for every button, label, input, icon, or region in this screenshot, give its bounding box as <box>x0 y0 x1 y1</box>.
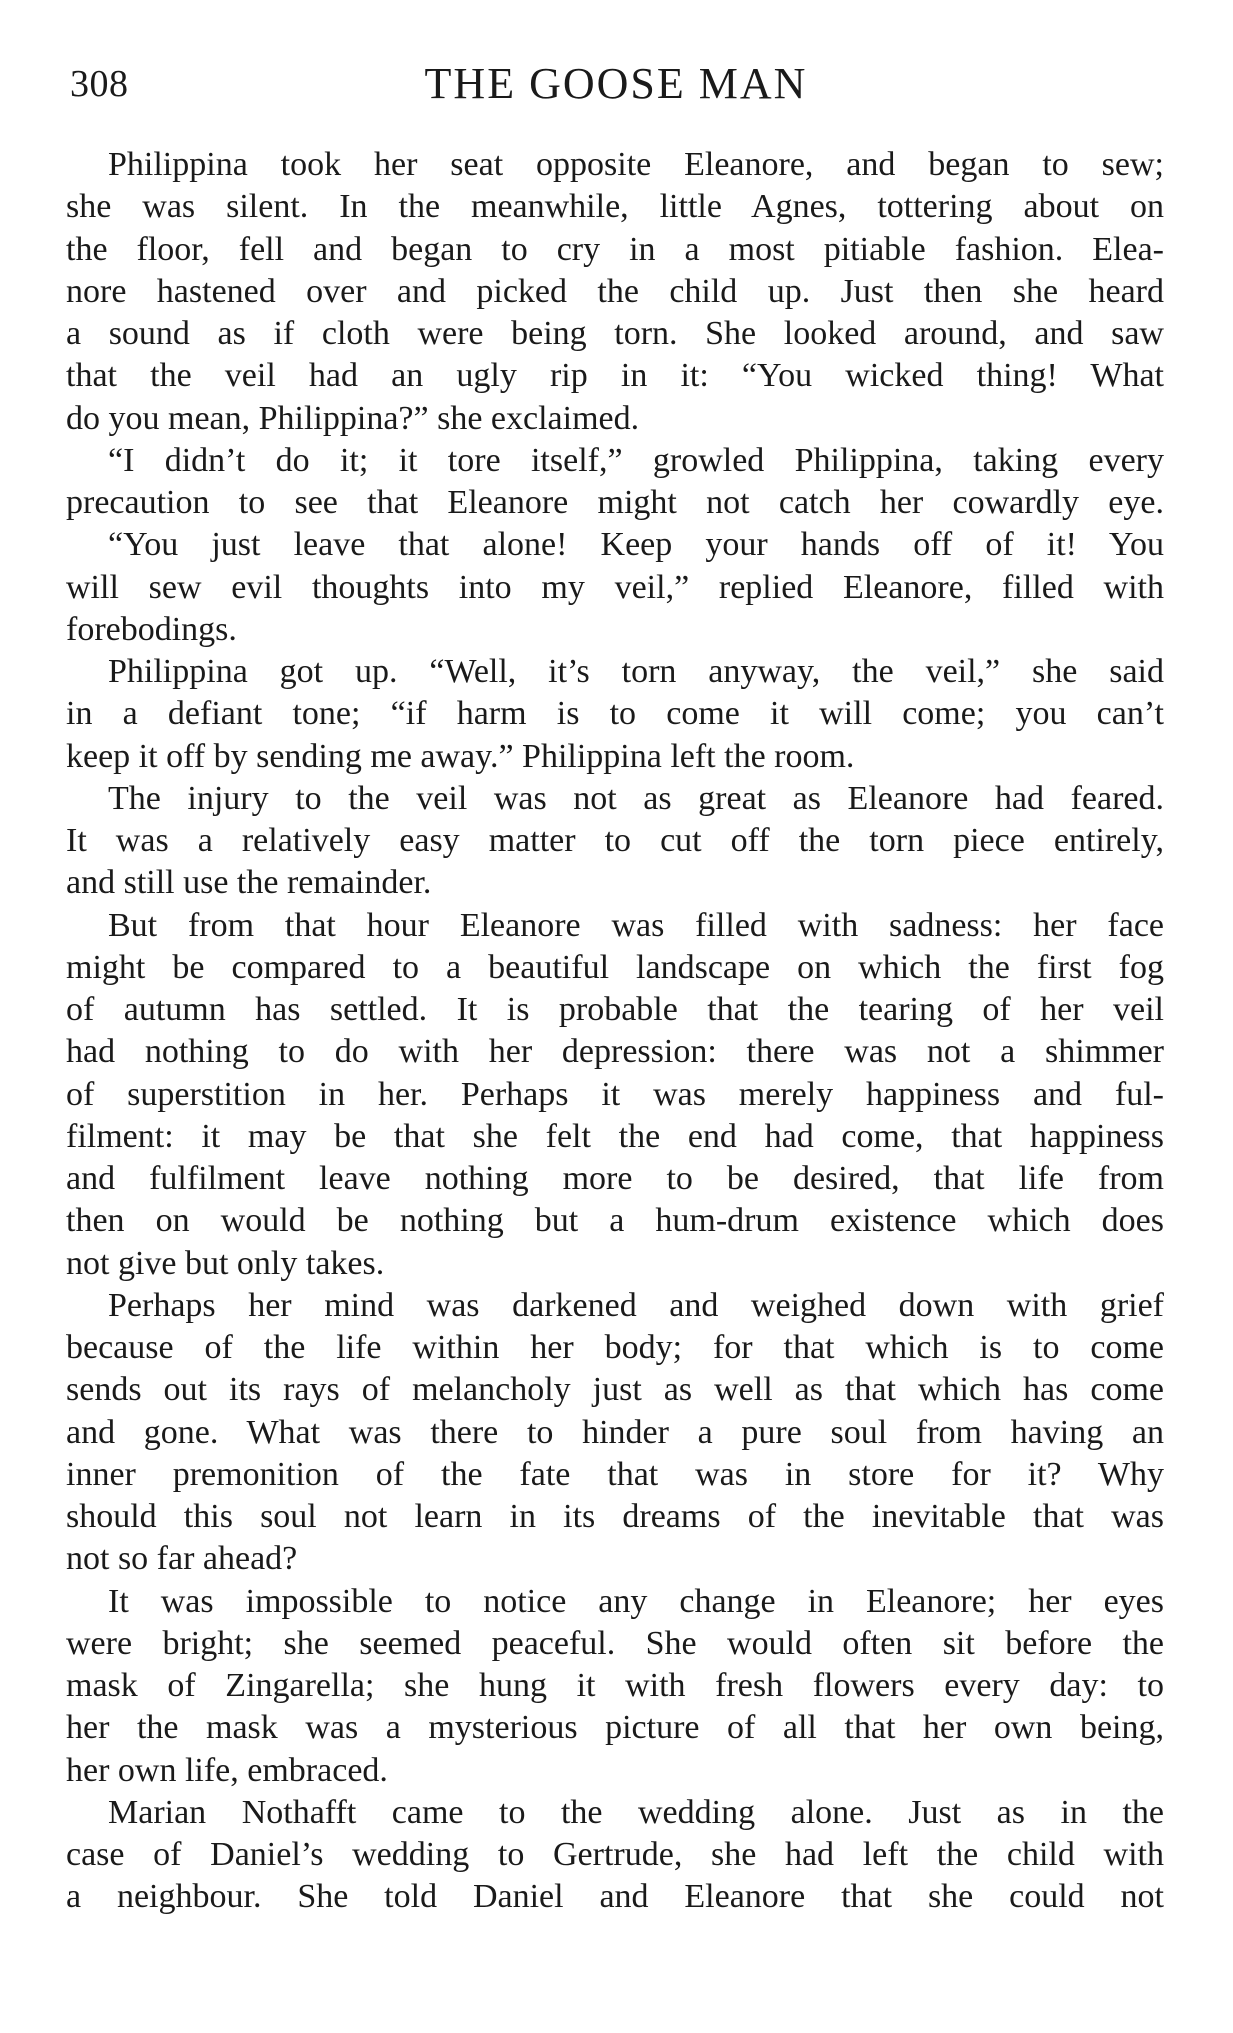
text-line: mask of Zingarella; she hung it with fresh flowers every day: to <box>66 1667 1164 1704</box>
text-line: should this soul not learn in its dreams of the inevitable that was <box>66 1498 1164 1535</box>
text-line: not give but only takes. <box>66 1244 385 1282</box>
text-line: filment: it may be that she felt the end had come, that happiness <box>66 1117 1164 1155</box>
text-line: a sound as if cloth were being torn. She looked around, and saw <box>66 315 1164 352</box>
text-line: inner premonition of the fate that was in store for it? Why <box>66 1455 1164 1493</box>
text-line: will sew evil thoughts into my veil,” replied Eleanore, filled with <box>66 568 1164 606</box>
running-title: THE GOOSE MAN <box>424 59 808 108</box>
text-line: were bright; she seemed peaceful. She would often sit before the <box>66 1624 1164 1662</box>
text-line: her the mask was a mysterious picture of all that her own being, <box>66 1709 1164 1747</box>
text-line: But from that hour Eleanore was filled with sadness: her face <box>108 906 1164 944</box>
text-line: of autumn has settled. It is probable that the tearing of her veil <box>66 991 1164 1028</box>
text-line: precaution to see that Eleanore might not catch her cowardly eye. <box>66 484 1164 521</box>
page-number: 308 <box>70 63 129 105</box>
text-line: “You just leave that alone! Keep your hands off of it! You <box>108 526 1164 564</box>
text-line: in a defiant tone; “if harm is to come it will come; you can’t <box>66 695 1164 733</box>
text-line: keep it off by sending me away.” Philippina left the room. <box>66 737 855 775</box>
text-line: It was impossible to notice any change in Eleanore; her eyes <box>108 1582 1164 1620</box>
text-line: she was silent. In the meanwhile, little Agnes, tottering about on <box>66 188 1164 226</box>
text-line: because of the life within her body; for that which is to come <box>66 1329 1164 1366</box>
text-line: forebodings. <box>66 610 237 648</box>
text-line: of superstition in her. Perhaps it was merely happiness and ful- <box>66 1075 1164 1113</box>
text-line: had nothing to do with her depression: there was not a shimmer <box>66 1033 1164 1071</box>
text-line: a neighbour. She told Daniel and Eleanore that she could not <box>66 1878 1164 1916</box>
text-line: might be compared to a beautiful landscape on which the first fog <box>66 948 1164 986</box>
text-line: and gone. What was there to hinder a pure soul from having an <box>66 1413 1164 1451</box>
text-line: The injury to the veil was not as great as Eleanore had feared. <box>108 779 1164 817</box>
text-line: “I didn’t do it; it tore itself,” growled Philippina, taking every <box>108 441 1164 479</box>
text-line: then on would be nothing but a hum-drum existence which does <box>66 1202 1164 1240</box>
text-line: that the veil had an ugly rip in it: “You wicked thing! What <box>66 357 1164 395</box>
text-line: and still use the remainder. <box>66 864 432 902</box>
text-line: Philippina got up. “Well, it’s torn anyway, the veil,” she said <box>108 653 1164 690</box>
running-head <box>64 58 1168 114</box>
text-line: and fulfilment leave nothing more to be desired, that life from <box>66 1160 1164 1197</box>
text-line: her own life, embraced. <box>66 1751 388 1789</box>
text-line: nore hastened over and picked the child up. Just then she heard <box>66 272 1164 310</box>
text-line: case of Daniel’s wedding to Gertrude, she had left the child with <box>66 1836 1164 1873</box>
text-line: the floor, fell and began to cry in a most pitiable fashion. Elea- <box>66 230 1164 268</box>
text-line: not so far ahead? <box>66 1540 298 1578</box>
body-text <box>66 144 1164 1919</box>
text-line: It was a relatively easy matter to cut off the torn piece entirely, <box>66 822 1164 859</box>
text-line: Marian Nothafft came to the wedding alone. Just as in the <box>108 1793 1164 1831</box>
text-line: sends out its rays of melancholy just as well as that which has come <box>66 1371 1164 1409</box>
text-line: Philippina took her seat opposite Eleanore, and began to sew; <box>108 146 1164 183</box>
text-line: Perhaps her mind was darkened and weighed down with grief <box>108 1286 1164 1324</box>
text-line: do you mean, Philippina?” she exclaimed. <box>66 399 640 437</box>
